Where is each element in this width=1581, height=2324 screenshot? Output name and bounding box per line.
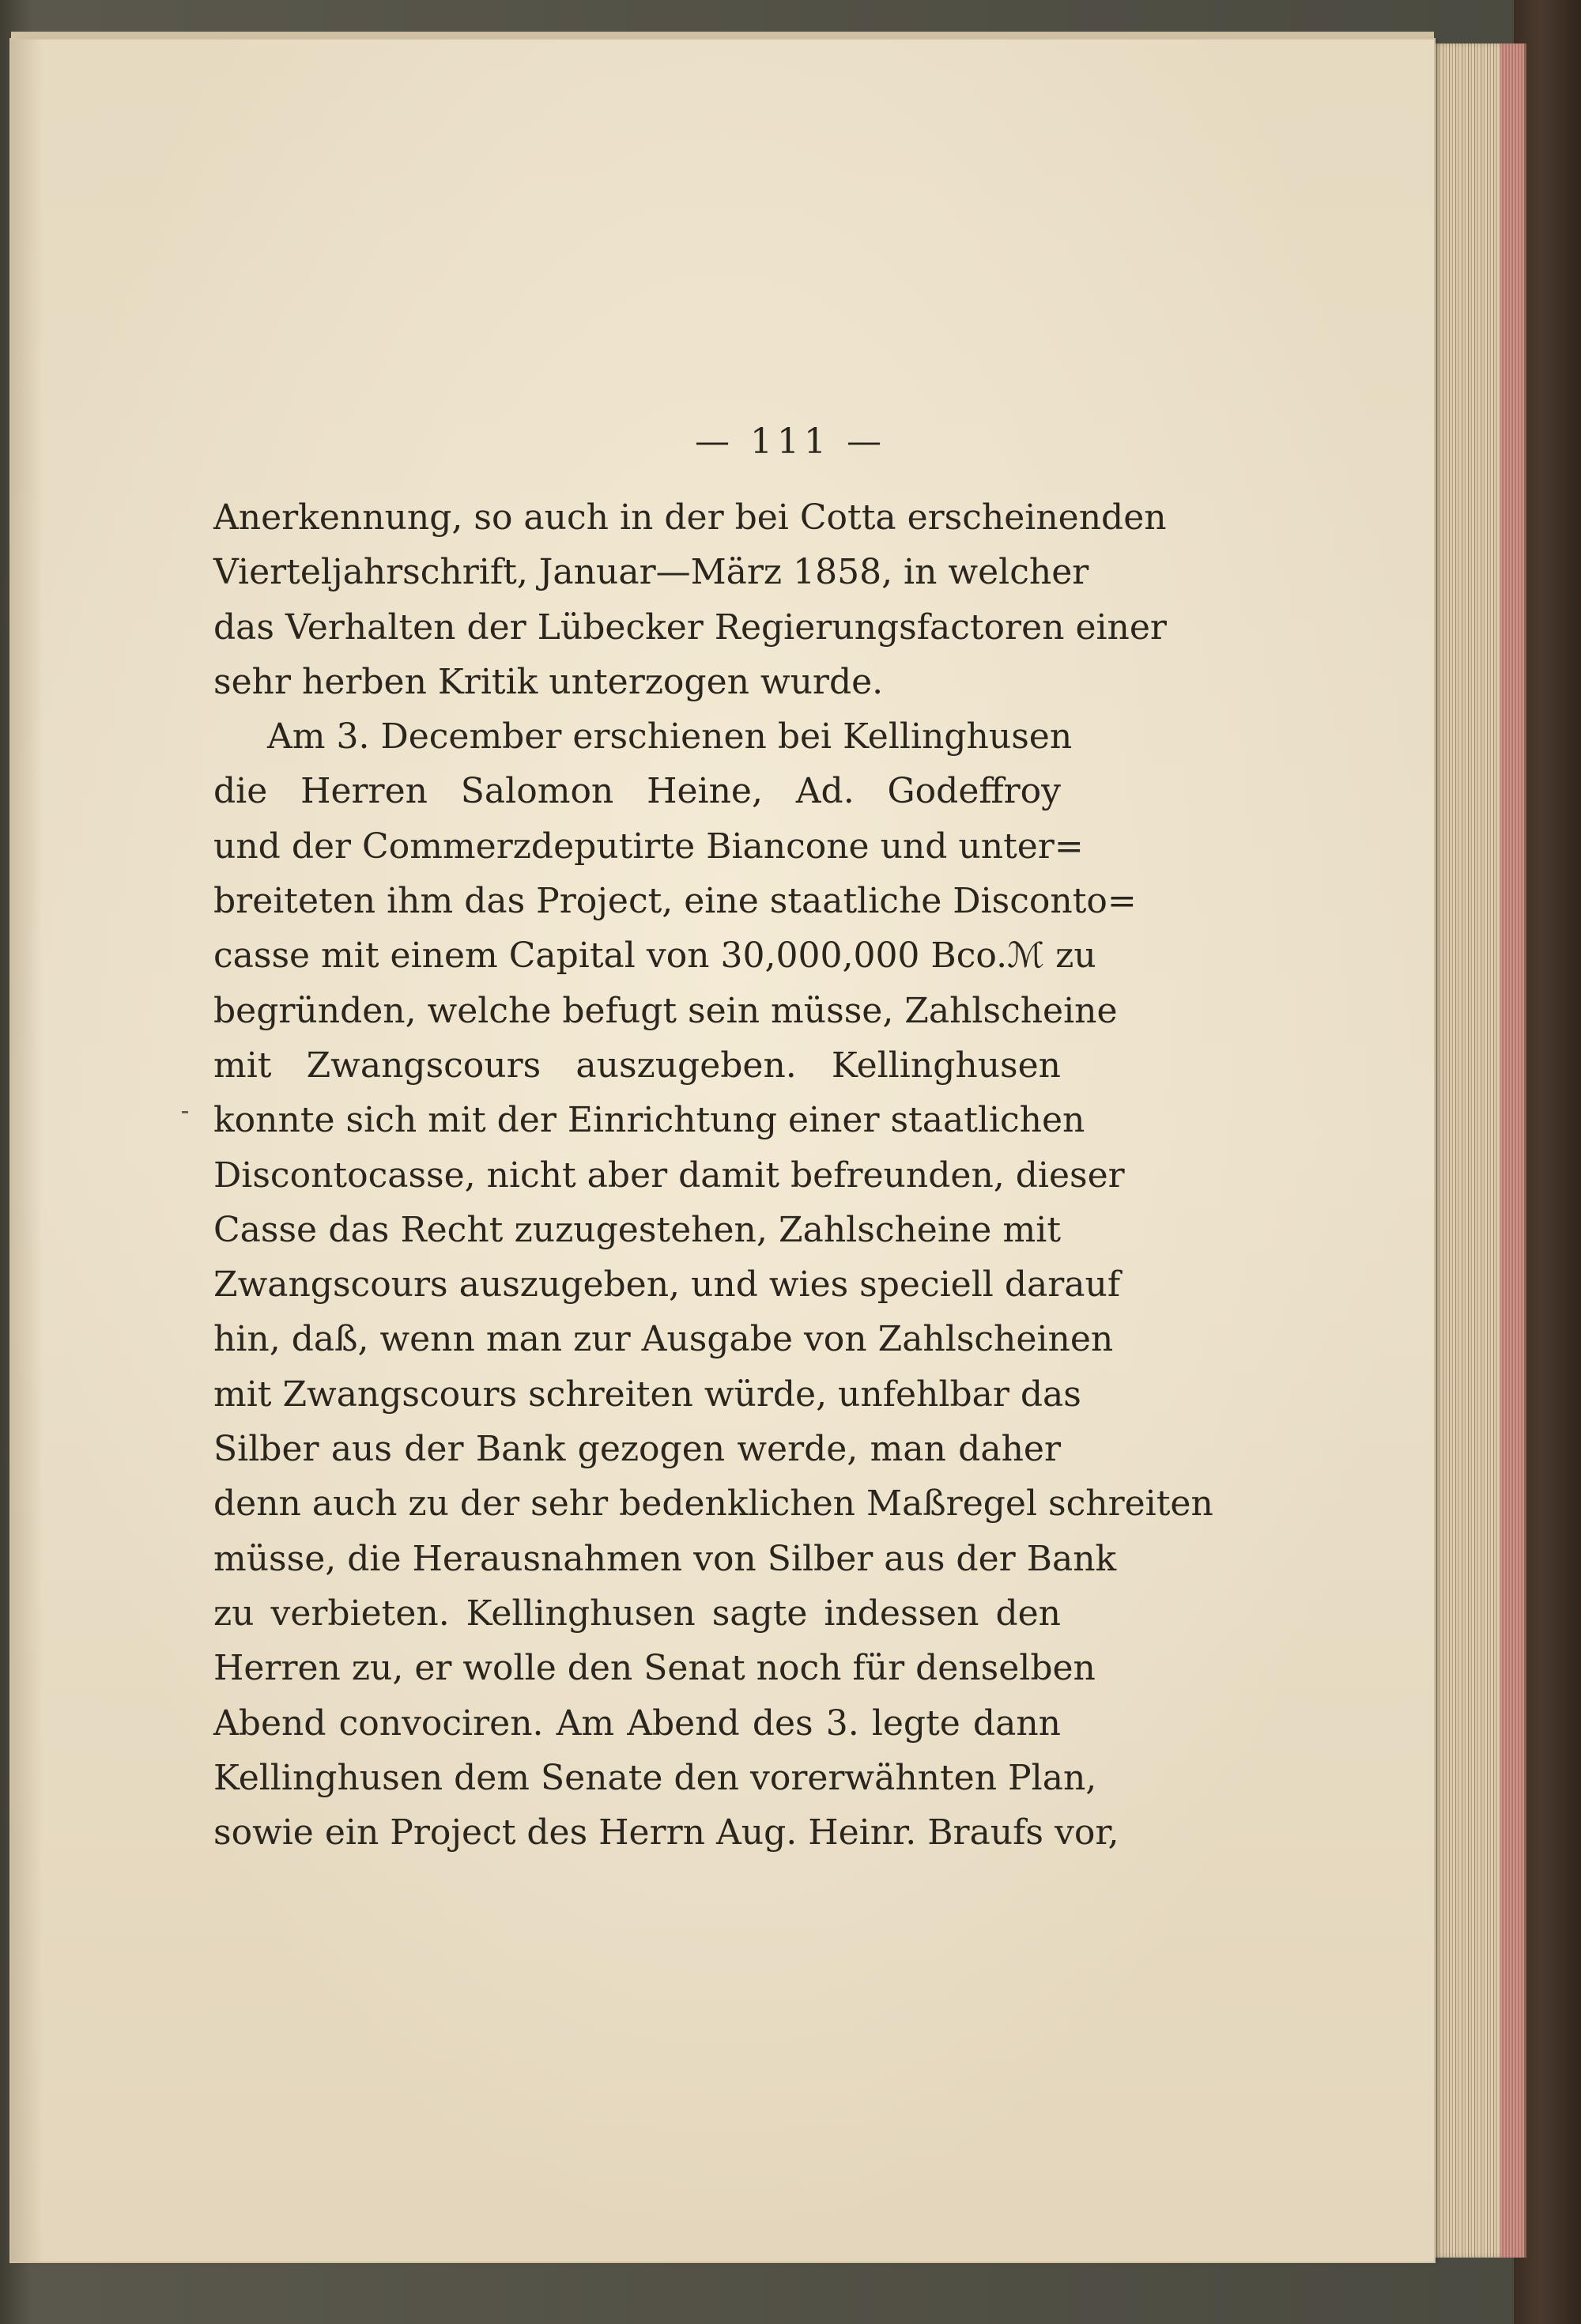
text-line: Abend convociren. Am Abend des 3. legte dann: [213, 1702, 1061, 1744]
margin-mark: [182, 1111, 188, 1113]
text-line: Kellinghusen dem Senate den vorerwähnten Plan,: [213, 1757, 1097, 1798]
text-line: breiteten ihm das Project, eine staatliche Disconto=: [213, 881, 1137, 922]
text-line: das Verhalten der Lübecker Regierungsfactoren einer: [213, 607, 1167, 648]
text-line: Casse das Recht zuzugestehen, Zahlscheine mit: [213, 1209, 1061, 1250]
text-line: Vierteljahrschrift, Januar—März 1858, in welcher: [213, 552, 1089, 593]
page-header: — 111 —: [695, 421, 886, 462]
text-line: Silber aus der Bank gezogen werde, man daher: [213, 1429, 1061, 1470]
text-line: mit Zwangscours auszugeben. Kellinghusen: [213, 1045, 1061, 1086]
text-line: sowie ein Project des Herrn Aug. Heinr. Braufs vor,: [213, 1812, 1119, 1854]
text-line: Anerkennung, so auch in der bei Cotta erscheinenden: [213, 497, 1167, 538]
text-line: zu verbieten. Kellinghusen sagte indessen den: [213, 1593, 1061, 1634]
text-line: denn auch zu der sehr bedenklichen Maßregel schreiten: [213, 1483, 1213, 1525]
text-line: Herren zu, er wolle den Senat noch für denselben: [213, 1648, 1096, 1689]
text-line: mit Zwangscours schreiten würde, unfehlbar das: [213, 1374, 1081, 1415]
page-stack-edge: [1431, 43, 1526, 2258]
text-line: sehr herben Kritik unterzogen wurde.: [213, 661, 884, 702]
text-line: Discontocasse, nicht aber damit befreunden, dieser: [213, 1154, 1125, 1196]
text-line: begründen, welche befugt sein müsse, Zahlscheine: [213, 990, 1118, 1031]
text-line: konnte sich mit der Einrichtung einer staatlichen: [213, 1100, 1085, 1141]
body-text: [213, 490, 1213, 1860]
red-page-edge: [1500, 43, 1524, 2258]
text-line: und der Commerzdeputirte Biancone und unter=: [213, 826, 1084, 867]
text-line: casse mit einem Capital von 30,000,000 Bco.ℳ zu: [213, 935, 1096, 977]
text-line: die Herren Salomon Heine, Ad. Godeffroy: [213, 771, 1061, 812]
text-line: müsse, die Herausnahmen von Silber aus der Bank: [213, 1538, 1117, 1579]
text-line: Zwangscours auszugeben, und wies speciell darauf: [213, 1264, 1121, 1306]
text-line: hin, daß, wenn man zur Ausgabe von Zahlscheinen: [213, 1319, 1114, 1360]
paragraph-2: [213, 709, 1213, 1860]
text-line: Am 3. December erschienen bei Kellinghusen: [267, 716, 1073, 758]
page-gutter-shadow: [11, 40, 43, 2262]
paragraph-1: [213, 490, 1167, 709]
